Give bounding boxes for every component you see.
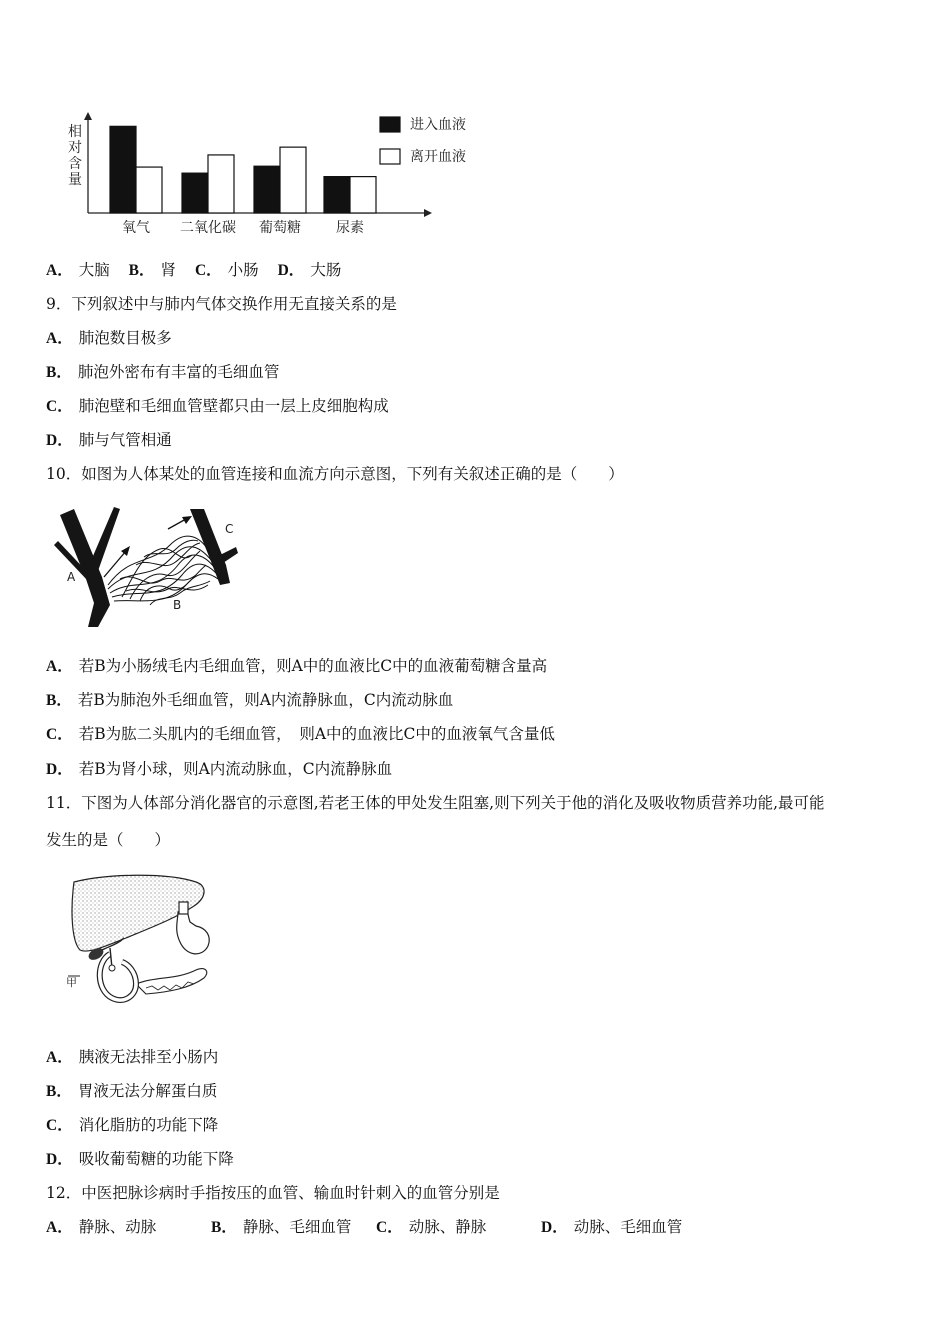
bar-enter-1 bbox=[182, 173, 208, 213]
q8-option-d[interactable]: D． 大肠 bbox=[277, 261, 342, 279]
bar-enter-3 bbox=[324, 177, 350, 213]
q9-stem: 9．下列叙述中与肺内气体交换作用无直接关系的是 bbox=[46, 295, 397, 313]
q12-option-a[interactable]: A． 静脉、动脉 bbox=[46, 1218, 157, 1236]
q12-option-b[interactable]: B． 静脉、毛细血管 bbox=[211, 1218, 352, 1236]
legend-label-0: 进入血液 bbox=[410, 117, 466, 133]
legend-swatch-0 bbox=[380, 117, 400, 132]
q11-option-a[interactable]: A． 胰液无法排至小肠内 bbox=[46, 1048, 219, 1066]
y-axis-label-char-2: 含 bbox=[68, 156, 82, 172]
arrow-up-right bbox=[168, 519, 186, 529]
label-a: A bbox=[67, 570, 76, 584]
q8-option-b[interactable]: B． 肾 bbox=[128, 261, 177, 279]
q11-option-d[interactable]: D． 吸收葡萄糖的功能下降 bbox=[46, 1150, 234, 1168]
q9-option-a[interactable]: A． 肺泡数目极多 bbox=[46, 329, 172, 347]
q12-options bbox=[46, 1217, 682, 1238]
y-axis-label-char-0: 相 bbox=[68, 124, 82, 140]
bar-leave-0 bbox=[136, 167, 162, 213]
q12-stem: 12．中医把脉诊病时手指按压的血管、输血时针刺入的血管分别是 bbox=[46, 1184, 500, 1202]
pancreas bbox=[136, 969, 207, 994]
q12-option-d[interactable]: D． 动脉、毛细血管 bbox=[541, 1218, 683, 1236]
q8-options bbox=[46, 260, 341, 281]
q11-digestive-organs-diagram bbox=[66, 872, 216, 1017]
bar-leave-1 bbox=[208, 155, 234, 213]
x-axis-arrow bbox=[424, 209, 432, 217]
q12-option-c[interactable]: C． 动脉、静脉 bbox=[376, 1218, 487, 1236]
q8-bar-chart bbox=[60, 108, 500, 243]
x-tick-label-2: 葡萄糖 bbox=[259, 220, 301, 236]
q10-option-c[interactable]: C． 若B为肱二头肌内的毛细血管， 则A中的血液比C中的血液氧气含量低 bbox=[46, 725, 555, 743]
x-tick-label-1: 二氧化碳 bbox=[180, 220, 236, 236]
bar-enter-2 bbox=[254, 166, 280, 213]
x-tick-label-0: 氧气 bbox=[122, 220, 150, 236]
bar-enter-0 bbox=[110, 126, 136, 213]
q11-stem-line2: 发生的是（ ） bbox=[46, 831, 171, 849]
bar-leave-3 bbox=[350, 177, 376, 213]
capillary-network-b bbox=[108, 536, 218, 605]
bar-leave-2 bbox=[280, 147, 306, 213]
q8-option-a[interactable]: A． 大脑 bbox=[46, 261, 110, 279]
q8-option-c[interactable]: C． 小肠 bbox=[194, 261, 259, 279]
vessel-c bbox=[190, 509, 230, 585]
stomach bbox=[177, 908, 210, 954]
q10-blood-vessel-diagram bbox=[50, 505, 240, 630]
q10-option-b[interactable]: B． 若B为肺泡外毛细血管，则A内流静脉血，C内流动脉血 bbox=[46, 691, 454, 709]
arrow-up-left bbox=[104, 551, 126, 577]
y-axis-label-char-1: 对 bbox=[68, 140, 82, 156]
label-jia: 甲 bbox=[66, 976, 77, 989]
vessel-a bbox=[60, 509, 110, 627]
vessel-a-branch bbox=[90, 507, 120, 571]
q9-option-b[interactable]: B． 肺泡外密布有丰富的毛细血管 bbox=[46, 363, 280, 381]
q11-stem-line1: 11．下图为人体部分消化器官的示意图,若老王体的甲处发生阻塞,则下列关于他的消化及吸收物质营养功能,最可能 bbox=[46, 794, 825, 812]
legend-swatch-1 bbox=[380, 149, 400, 164]
y-axis-label-char-3: 量 bbox=[68, 172, 82, 188]
q10-option-d[interactable]: D． 若B为肾小球，则A内流动脉血，C内流静脉血 bbox=[46, 760, 393, 778]
esophagus bbox=[179, 902, 188, 914]
q9-option-d[interactable]: D． 肺与气管相通 bbox=[46, 431, 172, 449]
q9-option-c[interactable]: C． 肺泡壁和毛细血管壁都只由一层上皮细胞构成 bbox=[46, 397, 389, 415]
x-tick-label-3: 尿素 bbox=[336, 220, 364, 236]
q11-option-c[interactable]: C． 消化脂肪的功能下降 bbox=[46, 1116, 219, 1134]
q11-option-b[interactable]: B． 胃液无法分解蛋白质 bbox=[46, 1082, 218, 1100]
label-c: C bbox=[225, 522, 234, 536]
q10-option-a[interactable]: A． 若B为小肠绒毛内毛细血管，则A中的血液比C中的血液葡萄糖含量高 bbox=[46, 657, 548, 675]
y-axis-arrow bbox=[84, 112, 92, 120]
q10-stem: 10．如图为人体某处的血管连接和血流方向示意图，下列有关叙述正确的是（ ） bbox=[46, 465, 624, 483]
legend-label-1: 离开血液 bbox=[410, 149, 466, 165]
label-b: B bbox=[173, 598, 182, 612]
